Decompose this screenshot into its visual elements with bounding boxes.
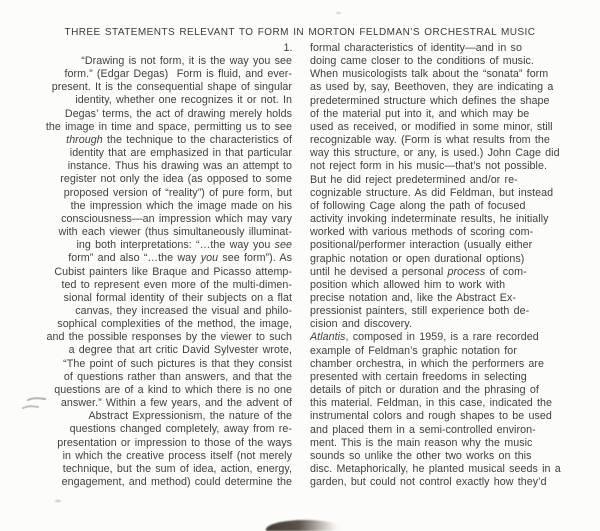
text-line: canvas, they increased the visual and philo- [75,304,292,317]
text-line: presentation or impression to those of the ways [57,436,292,449]
text-line: as used by, say, Beethoven, they are indicating a [310,81,554,94]
title-speck [335,11,342,15]
text-line: through the technique to the characteristics of [66,133,292,146]
text-line: worked with various methods of scoring com- [310,226,534,239]
text-line: sional formal identity of their subjects on a flat [63,291,292,304]
text-line: and the possible responses by the viewer to such [46,331,292,344]
text-line: recognizable way. (Form is what results from the [310,134,550,147]
text-line: ted to represent even more of the multi-dimen- [61,278,292,291]
text-line: questions changed completely, away from re- [69,423,292,436]
text-line: activity invoking indeterminate results, he initially [310,213,549,226]
text-line: register not only the idea (as opposed to some [60,173,292,186]
text-line: engagement, and method) could determine the [61,476,292,488]
text-line: instrumental colors and rough shapes to be used [310,410,552,423]
text-line: Cubist painters like Braque and Picasso attemp- [54,265,292,278]
text-line: present. It is the consequential shape of singular [51,81,292,94]
text-line: the image in time and space, permitting us to see [45,120,292,133]
text-line: not reject form in his music—that’s not possible. [310,160,547,173]
text-line: pressionist painters, still experience both de- [310,305,530,318]
text-column-right [310,42,580,489]
text-line: ment. This is the main reason why the music [310,436,533,449]
text-line: position which allowed him to work with [310,278,506,291]
text-line: precise notation and, like the Abstract Ex- [310,291,516,304]
text-line: instance. Thus his drawing was an attempt to [67,160,292,173]
text-line: proposed version of “reality”) of pure form, but [63,186,292,199]
text-line: way this structure, or any, is used.) John Cage did [310,147,560,160]
page-title: THREE STATEMENTS RELEVANT TO FORM IN MORTON FELDMAN’S ORCHESTRAL MUSIC [64,27,536,38]
text-line: sounds so unlike the other two works on this [310,449,532,462]
text-line: questions are of a kind to which there is no one [54,383,292,396]
text-line: with each viewer (thus simultaneously illuminat- [58,226,292,239]
text-line: Degas’ terms, the act of drawing merely holds [64,107,292,120]
text-line: this material. Feldman, in this case, indicated the [310,397,553,410]
text-line: technique, but the sum of idea, action, energy, [62,462,292,475]
text-line: of following Cage along the path of focused [310,199,526,212]
scan-edge-bar [266,520,344,531]
text-line: used as received, or modified in some minor, still [310,120,553,133]
text-line: and placed them in a semi-controlled environ- [310,423,536,436]
text-line: identity that are emphasized in that particular [69,147,292,160]
text-line: doing came closer to the conditions of music. [310,55,534,68]
text-line: When musicologists talk about the “sonata” form [310,68,549,81]
text-column-left [36,55,292,489]
text-line: cognizable structure. As did Feldman, but instead [310,186,554,199]
text-line: sophical complexities of the method, the image, [57,318,292,331]
text-line: of questions rather than answers, and that the [63,370,292,383]
text-line: presented with certain freedoms in selecting [310,370,527,383]
text-line: the impression which the image made on his [70,199,292,212]
text-line: details of pitch or duration and the phrasing of [310,384,539,397]
text-line: graphic notation or open durational options) [310,252,525,265]
text-line: of the material put into it, and which may be [310,107,530,120]
text-line: ing both interpretations: “…the way you see [76,239,292,252]
text-line: until he devised a personal process of com- [310,265,527,278]
text-line: cision and discovery. [310,318,412,331]
text-line: predetermined structure which defines the shape [310,94,550,107]
text-line: Abstract Expressionism, the nature of the [88,410,292,423]
text-line: “Drawing is not form, it is the way you see [81,55,292,67]
text-line: But he did reject predetermined and/or re- [310,173,518,186]
text-line: consciousness—an impression which may vary [61,212,292,225]
text-line: form.” (Edgar Degas) Form is fluid, and ever- [64,68,292,81]
smudge-dot [54,499,62,503]
text-line: form” and also “…the way you see form”). As [68,252,292,265]
text-line: a degree that art critic David Sylvester wrote, [68,344,292,357]
text-line: positional/performer interaction (usually either [310,239,533,252]
text-line: “The point of such pictures is that they consist [63,357,292,370]
text-line: identity, whether one recognizes it or not. In [75,94,292,107]
text-line: example of Feldman’s graphic notation for [310,344,517,357]
text-line: garden, but could not control exactly how they’d [310,476,547,489]
section-number: 1. [283,42,293,54]
text-line: answer.” Within a few years, and the advent of [60,397,292,410]
text-line: in which the creative process itself (not merely [62,449,292,462]
text-line: chamber orchestra, in which the performers are [310,357,545,370]
text-line: disc. Metaphorically, he planted musical seeds in a [310,463,561,475]
text-line: formal characteristics of identity—and in so [310,42,522,54]
text-line: Atlantis, composed in 1959, is a rare recorded [310,331,539,344]
